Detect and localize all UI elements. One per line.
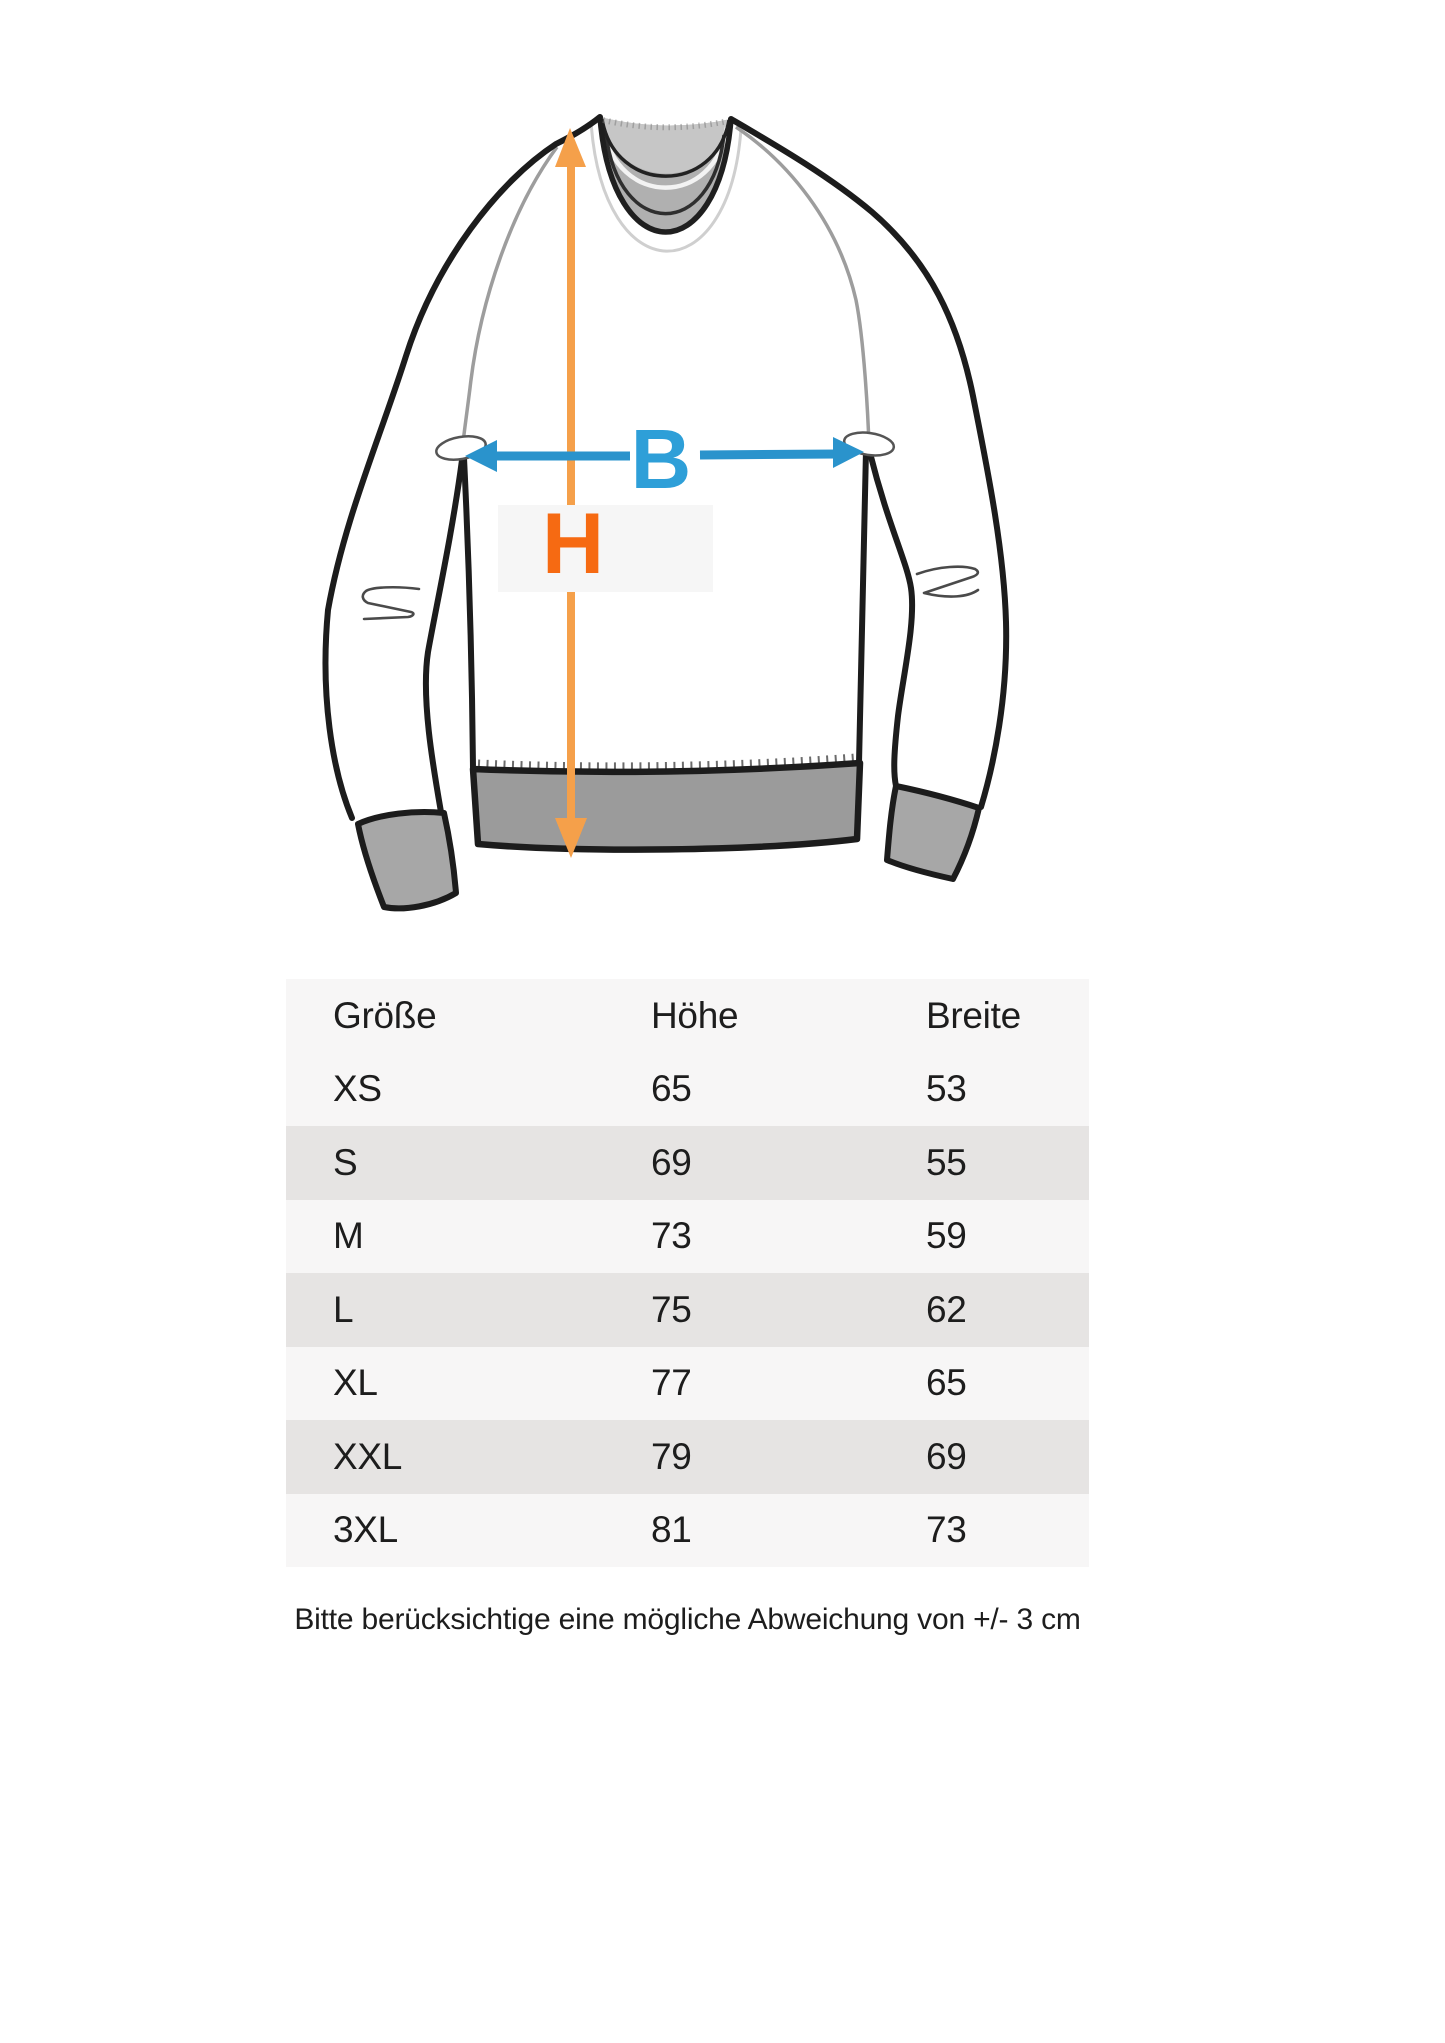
breite-cell: 55 bbox=[926, 1141, 967, 1183]
hoehe-cell: 77 bbox=[651, 1362, 692, 1404]
body-left-edge bbox=[464, 458, 473, 769]
breite-cell: 59 bbox=[926, 1215, 967, 1257]
breite-cell: 69 bbox=[926, 1435, 967, 1477]
tolerance-note: Bitte berücksichtige eine mögliche Abweichung von +/- 3 cm bbox=[294, 1603, 1081, 1636]
hem-band bbox=[473, 763, 860, 850]
table-row bbox=[286, 1420, 1089, 1494]
size-cell: XXL bbox=[333, 1435, 403, 1477]
table-row bbox=[286, 1494, 1089, 1568]
size-cell: S bbox=[333, 1141, 358, 1183]
right-seam bbox=[736, 127, 869, 446]
breite-cell: 62 bbox=[926, 1288, 967, 1330]
breite-cell: 73 bbox=[926, 1509, 967, 1551]
left-seam bbox=[462, 147, 557, 452]
height-label: H bbox=[541, 496, 605, 592]
width-arrow-shaft-right bbox=[700, 454, 838, 455]
table-row bbox=[286, 1273, 1089, 1347]
hoehe-cell: 69 bbox=[651, 1141, 692, 1183]
size-cell: XL bbox=[333, 1362, 378, 1404]
table-row bbox=[286, 1347, 1089, 1421]
hoehe-cell: 65 bbox=[651, 1068, 692, 1110]
left-elbow-mark bbox=[363, 587, 419, 619]
size-table-header bbox=[286, 979, 1089, 1053]
left-cuff bbox=[358, 812, 456, 908]
size-cell: XS bbox=[333, 1068, 382, 1110]
size-cell: 3XL bbox=[333, 1509, 398, 1551]
column-header-hoehe: Höhe bbox=[651, 994, 739, 1036]
size-table bbox=[286, 979, 1089, 1567]
hoehe-cell: 75 bbox=[651, 1288, 692, 1330]
right-elbow-mark bbox=[917, 567, 978, 597]
hoehe-cell: 81 bbox=[651, 1509, 692, 1551]
right-sleeve-inner bbox=[870, 453, 912, 786]
hoehe-cell: 79 bbox=[651, 1435, 692, 1477]
width-label: B bbox=[630, 412, 692, 506]
height-label-box bbox=[498, 505, 713, 592]
sweatshirt-diagram bbox=[250, 70, 1050, 940]
size-cell: L bbox=[333, 1288, 354, 1330]
left-sleeve-inner bbox=[426, 460, 462, 812]
height-arrow-head-up bbox=[555, 128, 586, 167]
body-right-edge bbox=[859, 450, 866, 763]
column-header-breite: Breite bbox=[926, 994, 1021, 1036]
table-row bbox=[286, 1126, 1089, 1200]
breite-cell: 65 bbox=[926, 1362, 967, 1404]
hoehe-cell: 73 bbox=[651, 1215, 692, 1257]
table-row bbox=[286, 1053, 1089, 1127]
right-cuff bbox=[887, 786, 979, 879]
column-header-groesse: Größe bbox=[333, 994, 437, 1036]
breite-cell: 53 bbox=[926, 1068, 967, 1110]
table-row bbox=[286, 1200, 1089, 1274]
size-cell: M bbox=[333, 1215, 364, 1257]
height-arrow bbox=[555, 128, 587, 858]
